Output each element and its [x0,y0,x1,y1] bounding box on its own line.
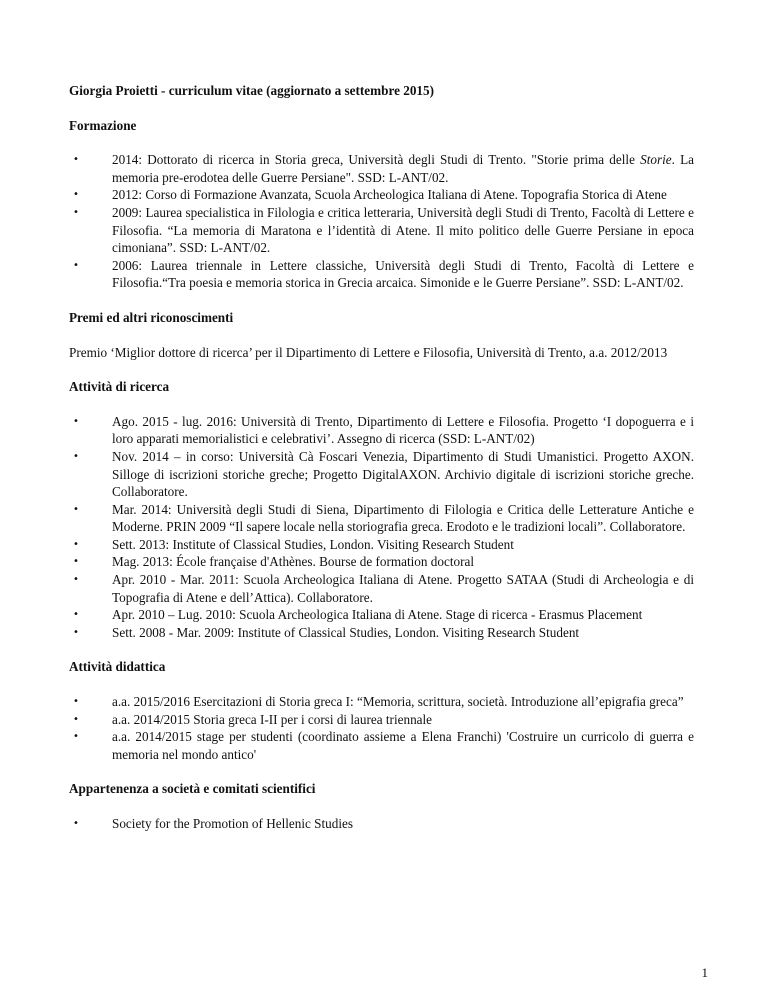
item-text-italic: Storie [640,152,672,168]
item-text: a.a. 2015/2016 Esercitazioni di Storia greca I: “Memoria, scrittura, società. Introduzione all’epigrafia greca” [112,694,684,710]
list-item [69,448,694,501]
bullet-icon: • [73,731,79,743]
list-item [69,815,694,833]
item-text: Sett. 2013: Institute of Classical Studies, London. Visiting Research Student [112,536,514,552]
item-text: 2012: Corso di Formazione Avanzata, Scuola Archeologica Italiana di Atene. Topografia Storica di Atene [112,187,667,203]
item-text: 2006: Laurea triennale in Lettere classiche, Università degli Studi di Trento, Facoltà di Lettere e Filosofia.“Tra poesia e memoria storica in Grecia arcaica. Simonide e le Guerre Persiane”. SSD: L-ANT/02. [112,257,694,291]
cv-document [69,82,694,850]
item-text: Mag. 2013: École française d'Athènes. Bourse de formation doctoral [112,554,474,570]
list-item [69,571,694,606]
item-text: Nov. 2014 – in corso: Università Cà Foscari Venezia, Dipartimento di Studi Umanistici. Progetto AXON. Silloge di iscrizioni storiche greche; Progetto DigitalAXON. Archivio digitale di iscrizioni storiche greche. Collaboratore. [112,448,694,500]
list-item [69,151,694,186]
list-item [69,204,694,257]
bullet-icon: • [73,574,79,586]
item-text: Apr. 2010 - Mar. 2011: Scuola Archeologica Italiana di Atene. Progetto SATAA (Studi di Archeologia e di Topografia di Atene e dell’Attica). Collaboratore. [112,572,694,605]
list-item [69,606,694,624]
section-heading-formazione: Formazione [69,117,137,133]
item-text: Apr. 2010 – Lug. 2010: Scuola Archeologica Italiana di Atene. Stage di ricerca - Erasmus Placement [112,607,643,623]
list-item [69,711,694,729]
item-text: a.a. 2014/2015 Storia greca I-II per i corsi di laurea triennale [112,711,433,727]
bullet-icon: • [73,503,79,515]
list-item [69,186,694,204]
list-item [69,553,694,571]
item-text: 2009: Laurea specialistica in Filologia e critica letteraria, Università degli Studi di Trento, Facoltà di Lettere e Filosofia. “La memoria di Maratona e l’identità di Atene. Il mito politico delle Guerre Persiane in epoca cimoniana”. SSD: L-ANT/02. [112,204,694,256]
bullet-icon: • [73,538,79,550]
list-item [69,624,694,642]
list-item [69,536,694,554]
section-heading-ricerca: Attività di ricerca [69,379,170,395]
list-item [69,257,694,292]
section-heading-societa: Appartenenza a società e comitati scientifici [69,781,316,797]
list-item [69,501,694,536]
item-text-part: . La memoria pre-erodotea delle Guerre Persiane". SSD: L-ANT/02. [112,152,694,185]
bullet-icon: • [73,713,79,725]
ricerca-list [69,413,694,642]
page-number: 1 [701,965,708,980]
societa-list [69,815,694,833]
bullet-icon: • [73,415,79,427]
bullet-icon: • [73,450,79,462]
list-item [69,413,694,448]
bullet-icon: • [73,556,79,568]
bullet-icon: • [73,154,79,166]
bullet-icon: • [73,259,79,271]
item-text: a.a. 2014/2015 stage per studenti (coordinato assieme a Elena Franchi) 'Costruire un curricolo di guerra e memoria nel mondo antico' [112,729,694,762]
bullet-icon: • [73,189,79,201]
section-heading-didattica: Attività didattica [69,659,166,675]
bullet-icon: • [73,818,79,829]
item-text: Ago. 2015 - lug. 2016: Università di Trento, Dipartimento di Lettere e Filosofia. Progetto ‘I dopoguerra e i loro apparati memorialistici e celebrativi’. Assegno di ricerca (SSD: L-ANT/02) [112,413,694,447]
list-item [69,693,694,711]
bullet-icon: • [73,626,79,638]
section-heading-premi: Premi ed altri riconoscimenti [69,309,234,325]
premi-paragraph: Premio ‘Miglior dottore di ricerca’ per il Dipartimento di Lettere e Filosofia, Università di Trento, a.a. 2012/2013 [69,344,668,360]
bullet-icon: • [73,206,79,218]
item-text-part: 2014: Dottorato di ricerca in Storia greca, Università degli Studi di Trento. "Storie prima delle [112,152,641,168]
item-text: Sett. 2008 - Mar. 2009: Institute of Classical Studies, London. Visiting Research Student [112,624,580,640]
didattica-list [69,693,694,763]
list-item [69,728,694,763]
document-title: Giorgia Proietti - curriculum vitae (aggiornato a settembre 2015) [69,83,435,98]
item-text: Mar. 2014: Università degli Studi di Siena, Dipartimento di Filologia e Critica delle Letterature Antiche e Moderne. PRIN 2009 “Il sapere locale nella storiografia greca. Erodoto e le tradizioni locali”. Collaboratore. [112,501,694,535]
bullet-icon: • [73,609,79,621]
item-text: Society for the Promotion of Hellenic Studies [112,816,354,831]
bullet-icon: • [73,696,79,708]
formazione-list [69,151,694,292]
